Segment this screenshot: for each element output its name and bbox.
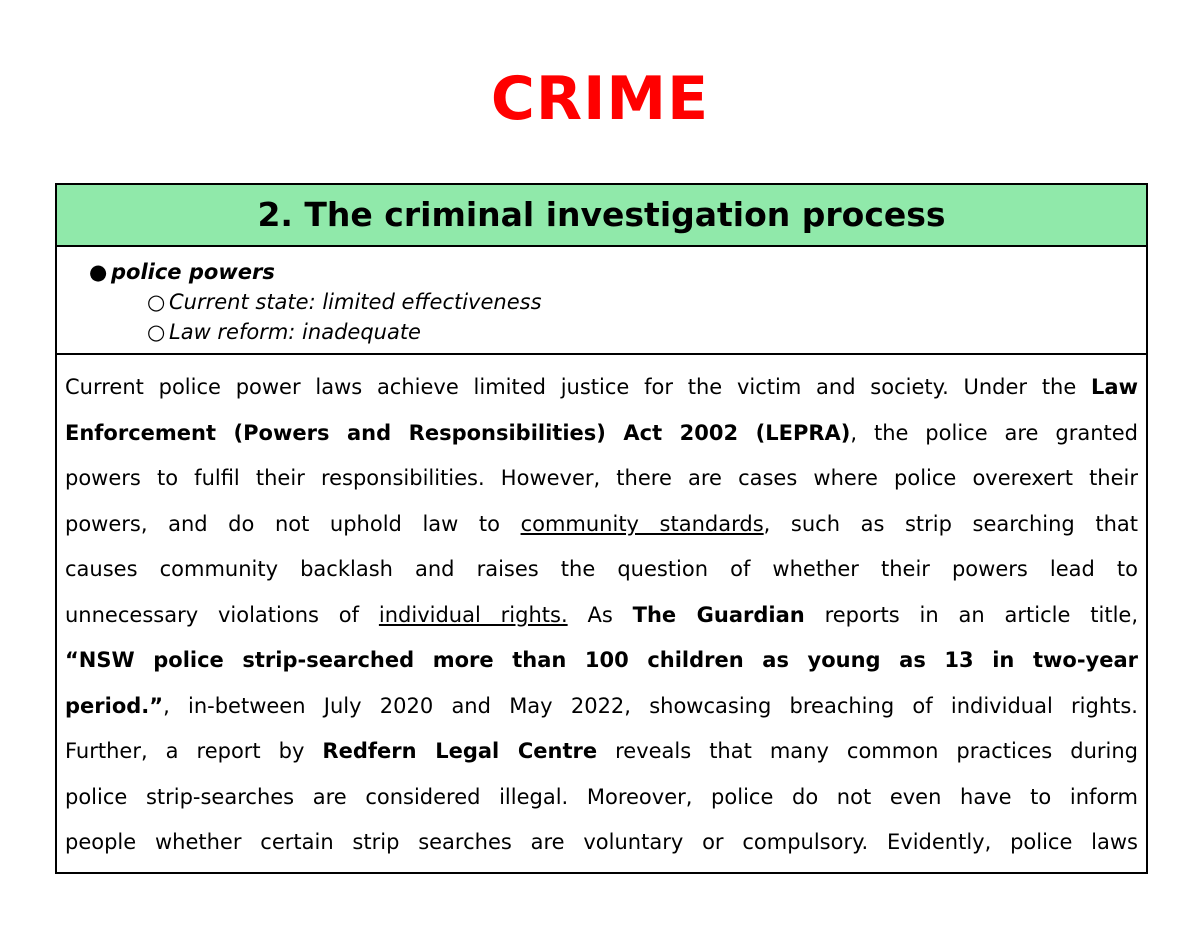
body-line: [65, 547, 1138, 593]
body-text: powers, and do not uphold law to: [65, 511, 521, 536]
body-line: [65, 684, 1138, 730]
bold-text: period.”: [65, 693, 164, 718]
bold-text: Law: [1091, 375, 1138, 399]
body-text: As: [567, 602, 633, 627]
body-line: [65, 411, 1138, 457]
body-text: causes community backlash and raises the question of whether their powers lead to: [65, 557, 1138, 581]
body-text: people whether certain strip searches are voluntary or compulsory. Evidently, police laws: [65, 830, 1138, 854]
sub-point-label: Law reform: inadequate: [169, 320, 421, 344]
body-paragraph: [57, 355, 1146, 872]
hollow-circle-icon: ○: [147, 320, 166, 344]
body-line: [65, 729, 1138, 775]
section-box: [55, 183, 1148, 874]
hollow-circle-icon: ○: [147, 290, 166, 314]
main-point-label: police powers: [111, 260, 275, 284]
body-text: powers to fulfil their responsibilities. However, there are cases where police overexert their: [65, 466, 1138, 490]
body-text: , in-between July 2020 and May 2022, showcasing breaching of individual rights.: [163, 693, 1138, 718]
body-line: [65, 456, 1138, 502]
key-points: [57, 247, 1146, 355]
body-text: reports in an article title,: [804, 602, 1138, 627]
sub-point-label: Current state: limited effectiveness: [169, 290, 542, 314]
bold-text: “NSW police strip-searched more than 100 children as young as 13 in two-year: [65, 648, 1138, 672]
body-line: [65, 820, 1138, 866]
body-text: Further, a report by: [65, 739, 323, 763]
bold-text: The Guardian: [632, 602, 805, 627]
body-text: , such as strip searching that: [763, 511, 1138, 536]
bold-text: Redfern Legal Centre: [322, 739, 598, 763]
body-text: reveals that many common practices during: [597, 739, 1138, 763]
underlined-text: individual rights.: [378, 602, 568, 627]
body-text: Current police power laws achieve limited justice for the victim and society. Under the: [65, 375, 1092, 399]
body-line: [65, 638, 1138, 684]
body-text: , the police are granted: [850, 420, 1138, 445]
bold-text: Enforcement (Powers and Responsibilities) Act 2002 (LEPRA): [65, 420, 851, 445]
body-line: [65, 593, 1138, 639]
section-heading: 2. The criminal investigation process: [57, 185, 1146, 247]
sub-point: [57, 317, 1146, 347]
body-line: [65, 775, 1138, 821]
body-text: police strip-searches are considered illegal. Moreover, police do not even have to inform: [65, 784, 1138, 809]
main-point: [57, 257, 1146, 287]
filled-circle-icon: ●: [89, 260, 108, 284]
underlined-text: community standards: [520, 511, 764, 536]
body-text: unnecessary violations of: [65, 602, 379, 627]
page-title: CRIME: [490, 64, 710, 134]
sub-point: [57, 287, 1146, 317]
body-line: [65, 502, 1138, 548]
body-line: [65, 365, 1138, 411]
